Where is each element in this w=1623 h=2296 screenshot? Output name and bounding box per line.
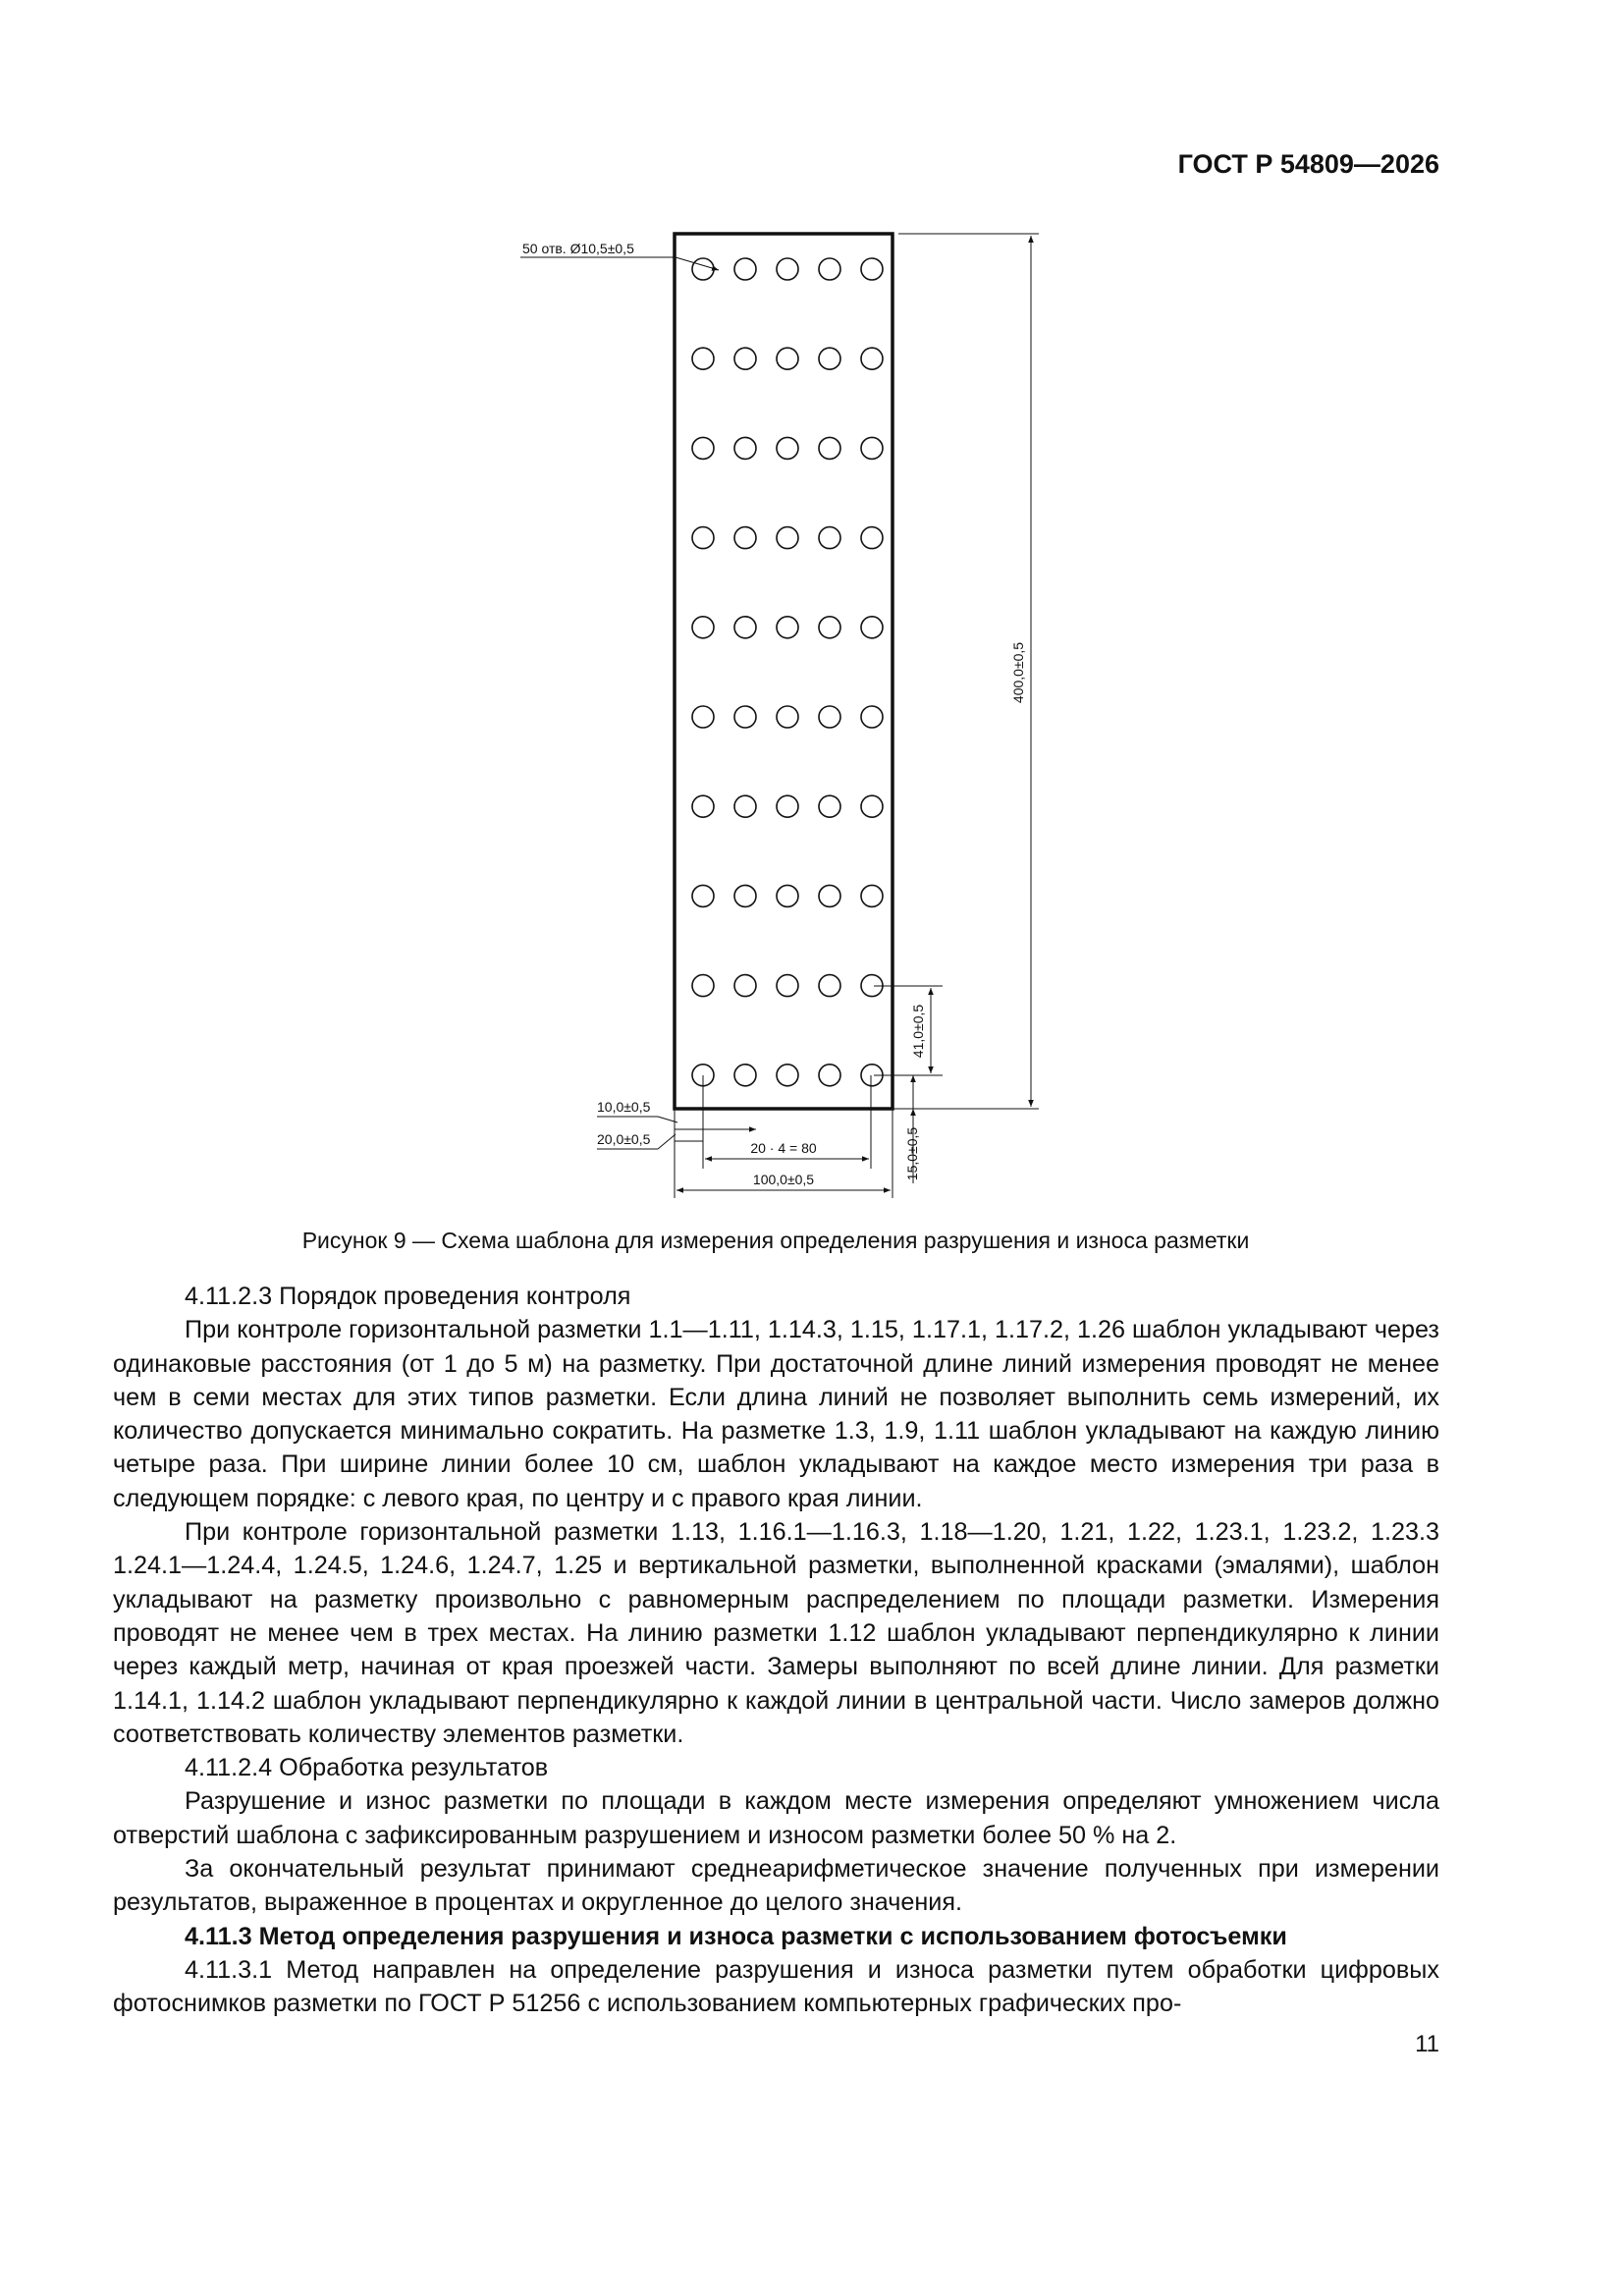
hole [734, 706, 756, 728]
template-diagram [511, 216, 1060, 1208]
total-length-label: 400,0±0,5 [1010, 641, 1026, 704]
hole [819, 706, 840, 728]
hole [819, 885, 840, 906]
paragraph: За окончательный результат принимают среднеарифметическое значение полученных при измерении результатов, выраженное в процентах и округленное до целого значения. [113, 1855, 1439, 1917]
hole [861, 348, 883, 369]
hole [734, 975, 756, 997]
hole [777, 348, 798, 369]
hole [777, 527, 798, 549]
row-pitch-label: 41,0±0,5 [910, 1004, 926, 1059]
hole-grid [692, 258, 883, 1086]
hole [734, 885, 756, 906]
hole [777, 617, 798, 638]
hole [819, 795, 840, 817]
hole [819, 975, 840, 997]
hole [692, 706, 714, 728]
hole [734, 527, 756, 549]
hole [692, 795, 714, 817]
hole [734, 437, 756, 459]
hole [777, 437, 798, 459]
paragraph: 4.11.3 Метод определения разрушения и износа разметки с использованием фотосъемки [185, 1922, 1287, 1950]
hole [861, 617, 883, 638]
hole [777, 706, 798, 728]
hole [819, 258, 840, 280]
page-number: 11 [1415, 2031, 1439, 2057]
paragraph: 4.11.2.4 Обработка результатов [185, 1754, 549, 1782]
hole [734, 1065, 756, 1086]
hole [734, 348, 756, 369]
hole [861, 706, 883, 728]
hole [692, 527, 714, 549]
hole [734, 795, 756, 817]
hole [861, 437, 883, 459]
hole [819, 348, 840, 369]
hole [777, 258, 798, 280]
hole [692, 975, 714, 997]
hole [819, 437, 840, 459]
hole [819, 617, 840, 638]
bottom-offset-label: 15,0±0,5 [904, 1126, 920, 1181]
hole [861, 885, 883, 906]
hole [734, 258, 756, 280]
hole [692, 885, 714, 906]
hole [692, 437, 714, 459]
hole [692, 617, 714, 638]
width-label: 100,0±0,5 [752, 1172, 815, 1187]
body-text [113, 1280, 1439, 2021]
paragraph: 4.11.2.3 Порядок проведения контроля [185, 1283, 631, 1310]
hole [861, 527, 883, 549]
hole-span-label: 20 · 4 = 80 [750, 1140, 817, 1156]
hole [734, 617, 756, 638]
figure-caption: Рисунок 9 — Схема шаблона для измерения определения разрушения и износа разметки [301, 1228, 1250, 1253]
hole [777, 795, 798, 817]
paragraph: При контроле горизонтальной разметки 1.13, 1.16.1—1.16.3, 1.18—1.20, 1.21, 1.22, 1.23.1, 1.23.2, 1.23.3 1.24.1—1.24.4, 1.24.5, 1.24.6, 1.24.7, 1.25 и вертикальной разметки, выполненной красками (эмалями), шаблон укладывают на разметку произвольно с равномерным распределением по площади разметки. Измерения проводят не менее чем в трех местах. На линию разметки 1.12 шаблон укладывают перпендикулярно к линии через каждый метр, начиная от края проезжей части. Замеры выполняют по всей длине линии. Для разметки 1.14.1, 1.14.2 шаблон укладывают перпендикулярно к каждой линии в центральной части. Число замеров должно соответствовать количеству элементов разметки. [113, 1518, 1439, 1748]
holes-label: 50 отв. Ø10,5±0,5 [522, 241, 634, 256]
paragraph: 4.11.3.1 Метод направлен на определение разрушения и износа разметки путем обработки цифровых фотоснимков разметки по ГОСТ Р 51256 с использованием компьютерных графических про- [113, 1955, 1439, 2018]
paragraph: Разрушение и износ разметки по площади в каждом месте измерения определяют умножением числа отверстий шаблона с зафиксированным разрушением и износом разметки более 50 % на 2. [113, 1787, 1439, 1849]
hole [819, 527, 840, 549]
template-plate [675, 234, 893, 1109]
edge-offset-1-label: 10,0±0,5 [597, 1099, 651, 1115]
hole [692, 258, 714, 280]
hole [861, 258, 883, 280]
hole [819, 1065, 840, 1086]
hole [861, 795, 883, 817]
hole [777, 885, 798, 906]
paragraph: При контроле горизонтальной разметки 1.1—1.11, 1.14.3, 1.15, 1.17.1, 1.17.2, 1.26 шаблон укладывают через одинаковые расстояния (от 1 до 5 м) на разметку. При достаточной длине линий измерения проводят не менее чем в семи местах для этих типов разметки. Если длина линий не позволяет выполнить семь измерений, их количество допускается минимально сократить. На разметке 1.3, 1.9, 1.11 шаблон укладывают на каждую линию четыре раза. При ширине линии более 10 см, шаблон укладывают на каждое место измерения три раза в следующем порядке: с левого края, по центру и с правого края линии. [113, 1316, 1439, 1512]
document-id: ГОСТ Р 54809—2026 [1177, 149, 1439, 179]
hole [692, 348, 714, 369]
edge-offset-2-label: 20,0±0,5 [597, 1131, 651, 1147]
hole [777, 975, 798, 997]
hole [777, 1065, 798, 1086]
